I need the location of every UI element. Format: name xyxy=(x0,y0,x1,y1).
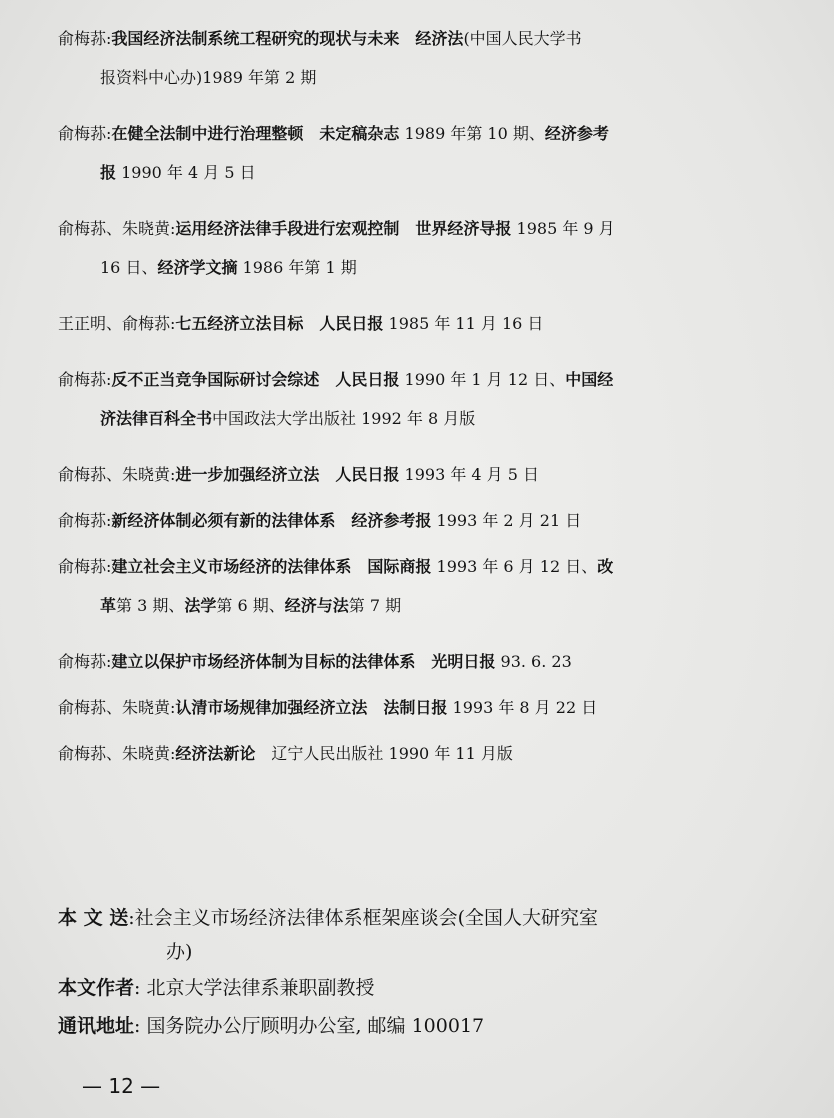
reference-text: 俞梅荪、朱晓黄: xyxy=(58,219,176,238)
author-value: 北京大学法律系兼职副教授 xyxy=(146,977,375,999)
reference-text: 王正明、俞梅荪: xyxy=(58,314,176,333)
submitted-to-value: 社会主义市场经济法律体系框架座谈会(全国人大研究室 xyxy=(134,907,599,929)
submitted-to-value-cont: 办) xyxy=(166,941,193,963)
reference-text: 俞梅荪: xyxy=(58,29,112,48)
reference-text: 16 日、 xyxy=(100,258,158,277)
reference-text: 中国政法大学出版社 1992 年 8 月版 xyxy=(212,409,476,428)
reference-line-cont xyxy=(58,67,788,89)
reference-text: 报资料中心办)1989 年第 2 期 xyxy=(100,68,317,87)
reference-text: 辽宁人民出版社 1990 年 11 月版 xyxy=(271,744,513,763)
reference-line xyxy=(58,28,788,50)
reference-line-cont xyxy=(58,408,788,430)
reference-title: 人民日报 xyxy=(335,370,400,389)
reference-text: 第 6 期、 xyxy=(216,596,285,615)
reference-text: 1986 年第 1 期 xyxy=(237,258,357,277)
reference-text: 1990 年 1 月 12 日、 xyxy=(399,370,566,389)
page-number: — 12 — xyxy=(82,1074,161,1098)
reference-title: 新经济体制必须有新的法律体系 xyxy=(111,511,336,530)
reference-entry xyxy=(58,556,788,617)
reference-title: 经济法 xyxy=(415,29,464,48)
reference-entry xyxy=(58,369,788,430)
reference-text: (中国人民大学书 xyxy=(463,29,582,48)
reference-entry xyxy=(58,123,788,184)
reference-line xyxy=(58,123,788,145)
colon: : xyxy=(128,907,135,929)
reference-title: 中国经 xyxy=(565,370,614,389)
reference-title: 建立社会主义市场经济的法律体系 xyxy=(111,557,352,576)
reference-title: 运用经济法律手段进行宏观控制 xyxy=(175,219,400,238)
reference-title: 经济与法 xyxy=(284,596,349,615)
reference-title: 革 xyxy=(100,596,117,615)
reference-entry xyxy=(58,651,788,673)
reference-title: 建立以保护市场经济体制为目标的法律体系 xyxy=(111,652,416,671)
reference-title: 报 xyxy=(100,163,117,182)
reference-line xyxy=(58,218,788,240)
reference-title: 进一步加强经济立法 xyxy=(175,465,320,484)
reference-line xyxy=(58,651,788,673)
reference-text: 俞梅荪、朱晓黄: xyxy=(58,744,176,763)
reference-entry xyxy=(58,464,788,486)
reference-title: 经济参考报 xyxy=(351,511,432,530)
reference-title: 认清市场规律加强经济立法 xyxy=(175,698,368,717)
reference-text: 俞梅荪: xyxy=(58,511,112,530)
reference-list xyxy=(58,28,788,765)
reference-line xyxy=(58,313,788,335)
reference-title: 法制日报 xyxy=(383,698,448,717)
reference-text: 1993 年 8 月 22 日 xyxy=(447,698,598,717)
reference-title: 人民日报 xyxy=(335,465,400,484)
reference-text: 1993 年 4 月 5 日 xyxy=(399,465,540,484)
reference-line-cont xyxy=(58,257,788,279)
reference-entry xyxy=(58,313,788,335)
article-info xyxy=(58,905,788,1039)
reference-title: 反不正当竞争国际研讨会综述 xyxy=(111,370,320,389)
reference-line xyxy=(58,510,788,532)
submitted-to-row xyxy=(58,905,788,965)
reference-title: 我国经济法制系统工程研究的现状与未来 xyxy=(111,29,400,48)
reference-line xyxy=(58,743,788,765)
reference-text: 第 3 期、 xyxy=(116,596,185,615)
reference-entry xyxy=(58,218,788,279)
reference-text: 1993 年 2 月 21 日 xyxy=(431,511,582,530)
reference-line xyxy=(58,464,788,486)
reference-title: 在健全法制中进行治理整顿 xyxy=(111,124,304,143)
reference-title: 经济学文摘 xyxy=(157,258,238,277)
reference-text: 俞梅荪、朱晓黄: xyxy=(58,465,176,484)
colon: : xyxy=(134,977,141,999)
reference-title: 法学 xyxy=(184,596,217,615)
reference-text: 俞梅荪: xyxy=(58,557,112,576)
address-row xyxy=(58,1013,788,1039)
reference-title: 未定稿杂志 xyxy=(319,124,400,143)
reference-text: 1989 年第 10 期、 xyxy=(399,124,545,143)
reference-title: 济法律百科全书 xyxy=(100,409,213,428)
colon: : xyxy=(134,1015,141,1037)
reference-text: 俞梅荪: xyxy=(58,370,112,389)
reference-title: 经济参考 xyxy=(544,124,609,143)
reference-text: 93. 6. 23 xyxy=(495,652,572,671)
reference-text: 1985 年 11 月 16 日 xyxy=(383,314,544,333)
reference-text: 1990 年 4 月 5 日 xyxy=(116,163,256,182)
reference-text: 俞梅荪: xyxy=(58,124,112,143)
reference-line-cont xyxy=(58,162,788,184)
reference-line xyxy=(58,556,788,578)
reference-line xyxy=(58,369,788,391)
address-label: 通讯地址 xyxy=(58,1015,135,1037)
address-value: 国务院办公厅顾明办公室, 邮编 100017 xyxy=(146,1015,485,1037)
reference-entry xyxy=(58,28,788,89)
reference-title: 改 xyxy=(597,557,614,576)
reference-entry xyxy=(58,510,788,532)
reference-title: 国际商报 xyxy=(367,557,432,576)
reference-entry xyxy=(58,697,788,719)
reference-line-cont xyxy=(58,595,788,617)
reference-title: 人民日报 xyxy=(319,314,384,333)
author-row xyxy=(58,975,788,1001)
reference-title: 经济法新论 xyxy=(175,744,256,763)
submitted-to-label: 本 文 送 xyxy=(58,907,129,929)
reference-text: 1985 年 9 月 xyxy=(511,219,615,238)
reference-text: 第 7 期 xyxy=(348,596,402,615)
reference-text: 俞梅荪: xyxy=(58,652,112,671)
reference-title: 光明日报 xyxy=(431,652,496,671)
reference-line xyxy=(58,697,788,719)
reference-title: 七五经济立法目标 xyxy=(175,314,304,333)
reference-text: 1993 年 6 月 12 日、 xyxy=(431,557,598,576)
reference-text: 俞梅荪、朱晓黄: xyxy=(58,698,176,717)
reference-entry xyxy=(58,743,788,765)
reference-title: 世界经济导报 xyxy=(415,219,512,238)
author-label: 本文作者 xyxy=(58,977,135,999)
